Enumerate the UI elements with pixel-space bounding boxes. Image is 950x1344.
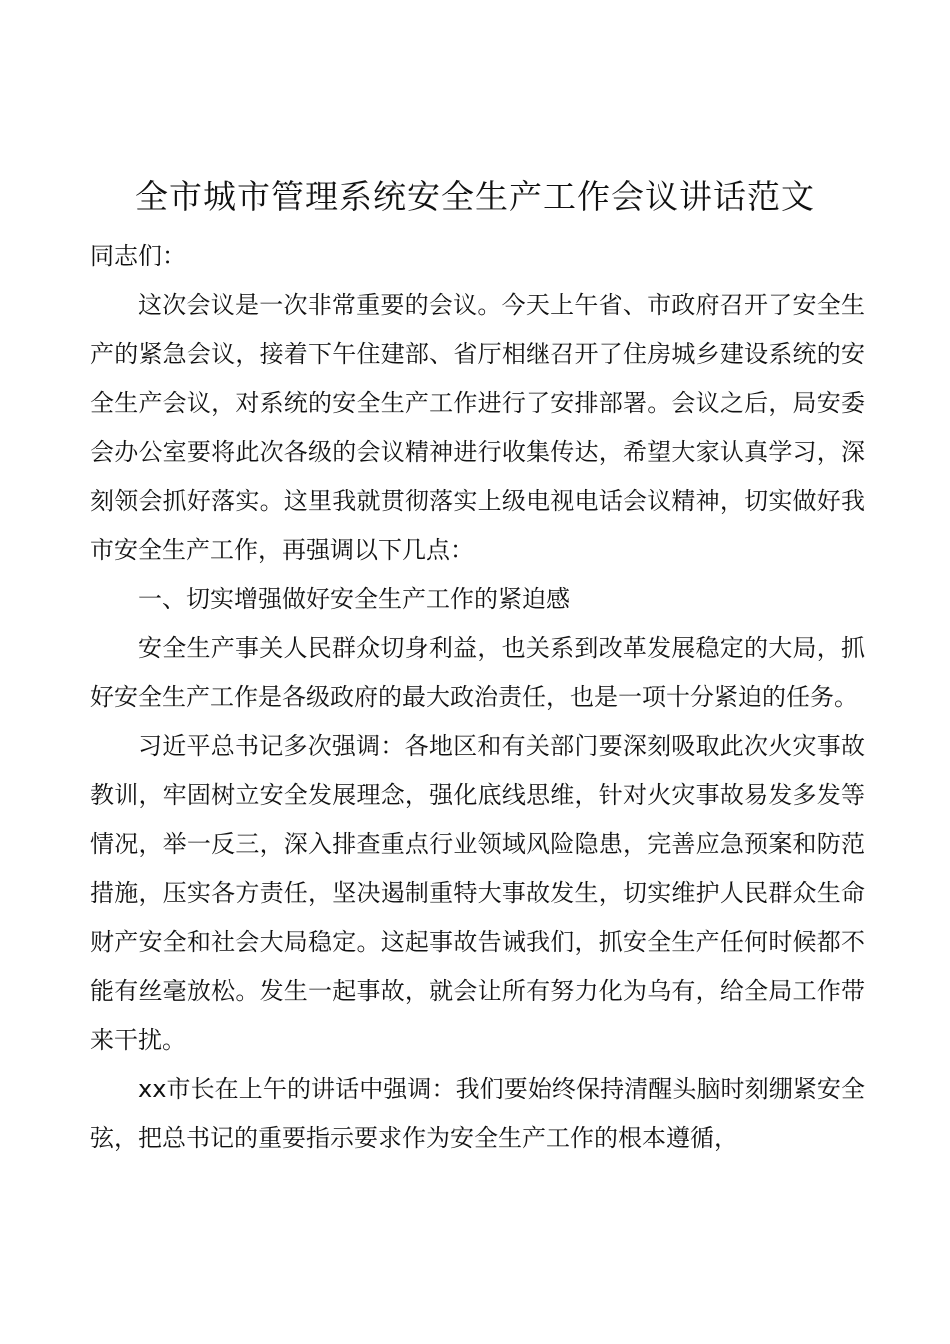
- document-body: [90, 232, 865, 1163]
- document-title: 全市城市管理系统安全生产工作会议讲话范文: [135, 177, 815, 216]
- section-heading-1: 一、切实增强做好安全生产工作的紧迫感: [138, 585, 570, 613]
- paragraph-xi-instructions: 习近平总书记多次强调：各地区和有关部门要深刻吸取此次火灾事故教训，牢固树立安全发展理念，强化底线思维，针对火灾事故易发多发等情况，举一反三，深入排查重点行业领域风险隐患，完善应急预案和防范措施，压实各方责任，坚决遏制重特大事故发生，切实维护人民群众生命财产安全和社会大局稳定。这起事故告诫我们，抓安全生产任何时候都不能有丝毫放松。发生一起事故，就会让所有努力化为乌有，给全局工作带来干扰。: [90, 732, 865, 1054]
- paragraph-urgency: 安全生产事关人民群众切身利益，也关系到改革发展稳定的大局，抓好安全生产工作是各级政府的最大政治责任，也是一项十分紧迫的任务。: [90, 634, 865, 711]
- paragraph-intro: 这次会议是一次非常重要的会议。今天上午省、市政府召开了安全生产的紧急会议，接着下午住建部、省厅相继召开了住房城乡建设系统的安全生产会议，对系统的安全生产工作进行了安排部署。会议之后，局安委会办公室要将此次各级的会议精神进行收集传达，希望大家认真学习，深刻领会抓好落实。这里我就贯彻落实上级电视电话会议精神，切实做好我市安全生产工作，再强调以下几点：: [90, 291, 865, 564]
- salutation: 同志们：: [90, 242, 186, 270]
- paragraph-mayor-speech: xx市长在上午的讲话中强调：我们要始终保持清醒头脑时刻绷紧安全弦，把总书记的重要指示要求作为安全生产工作的根本遵循，: [90, 1075, 865, 1152]
